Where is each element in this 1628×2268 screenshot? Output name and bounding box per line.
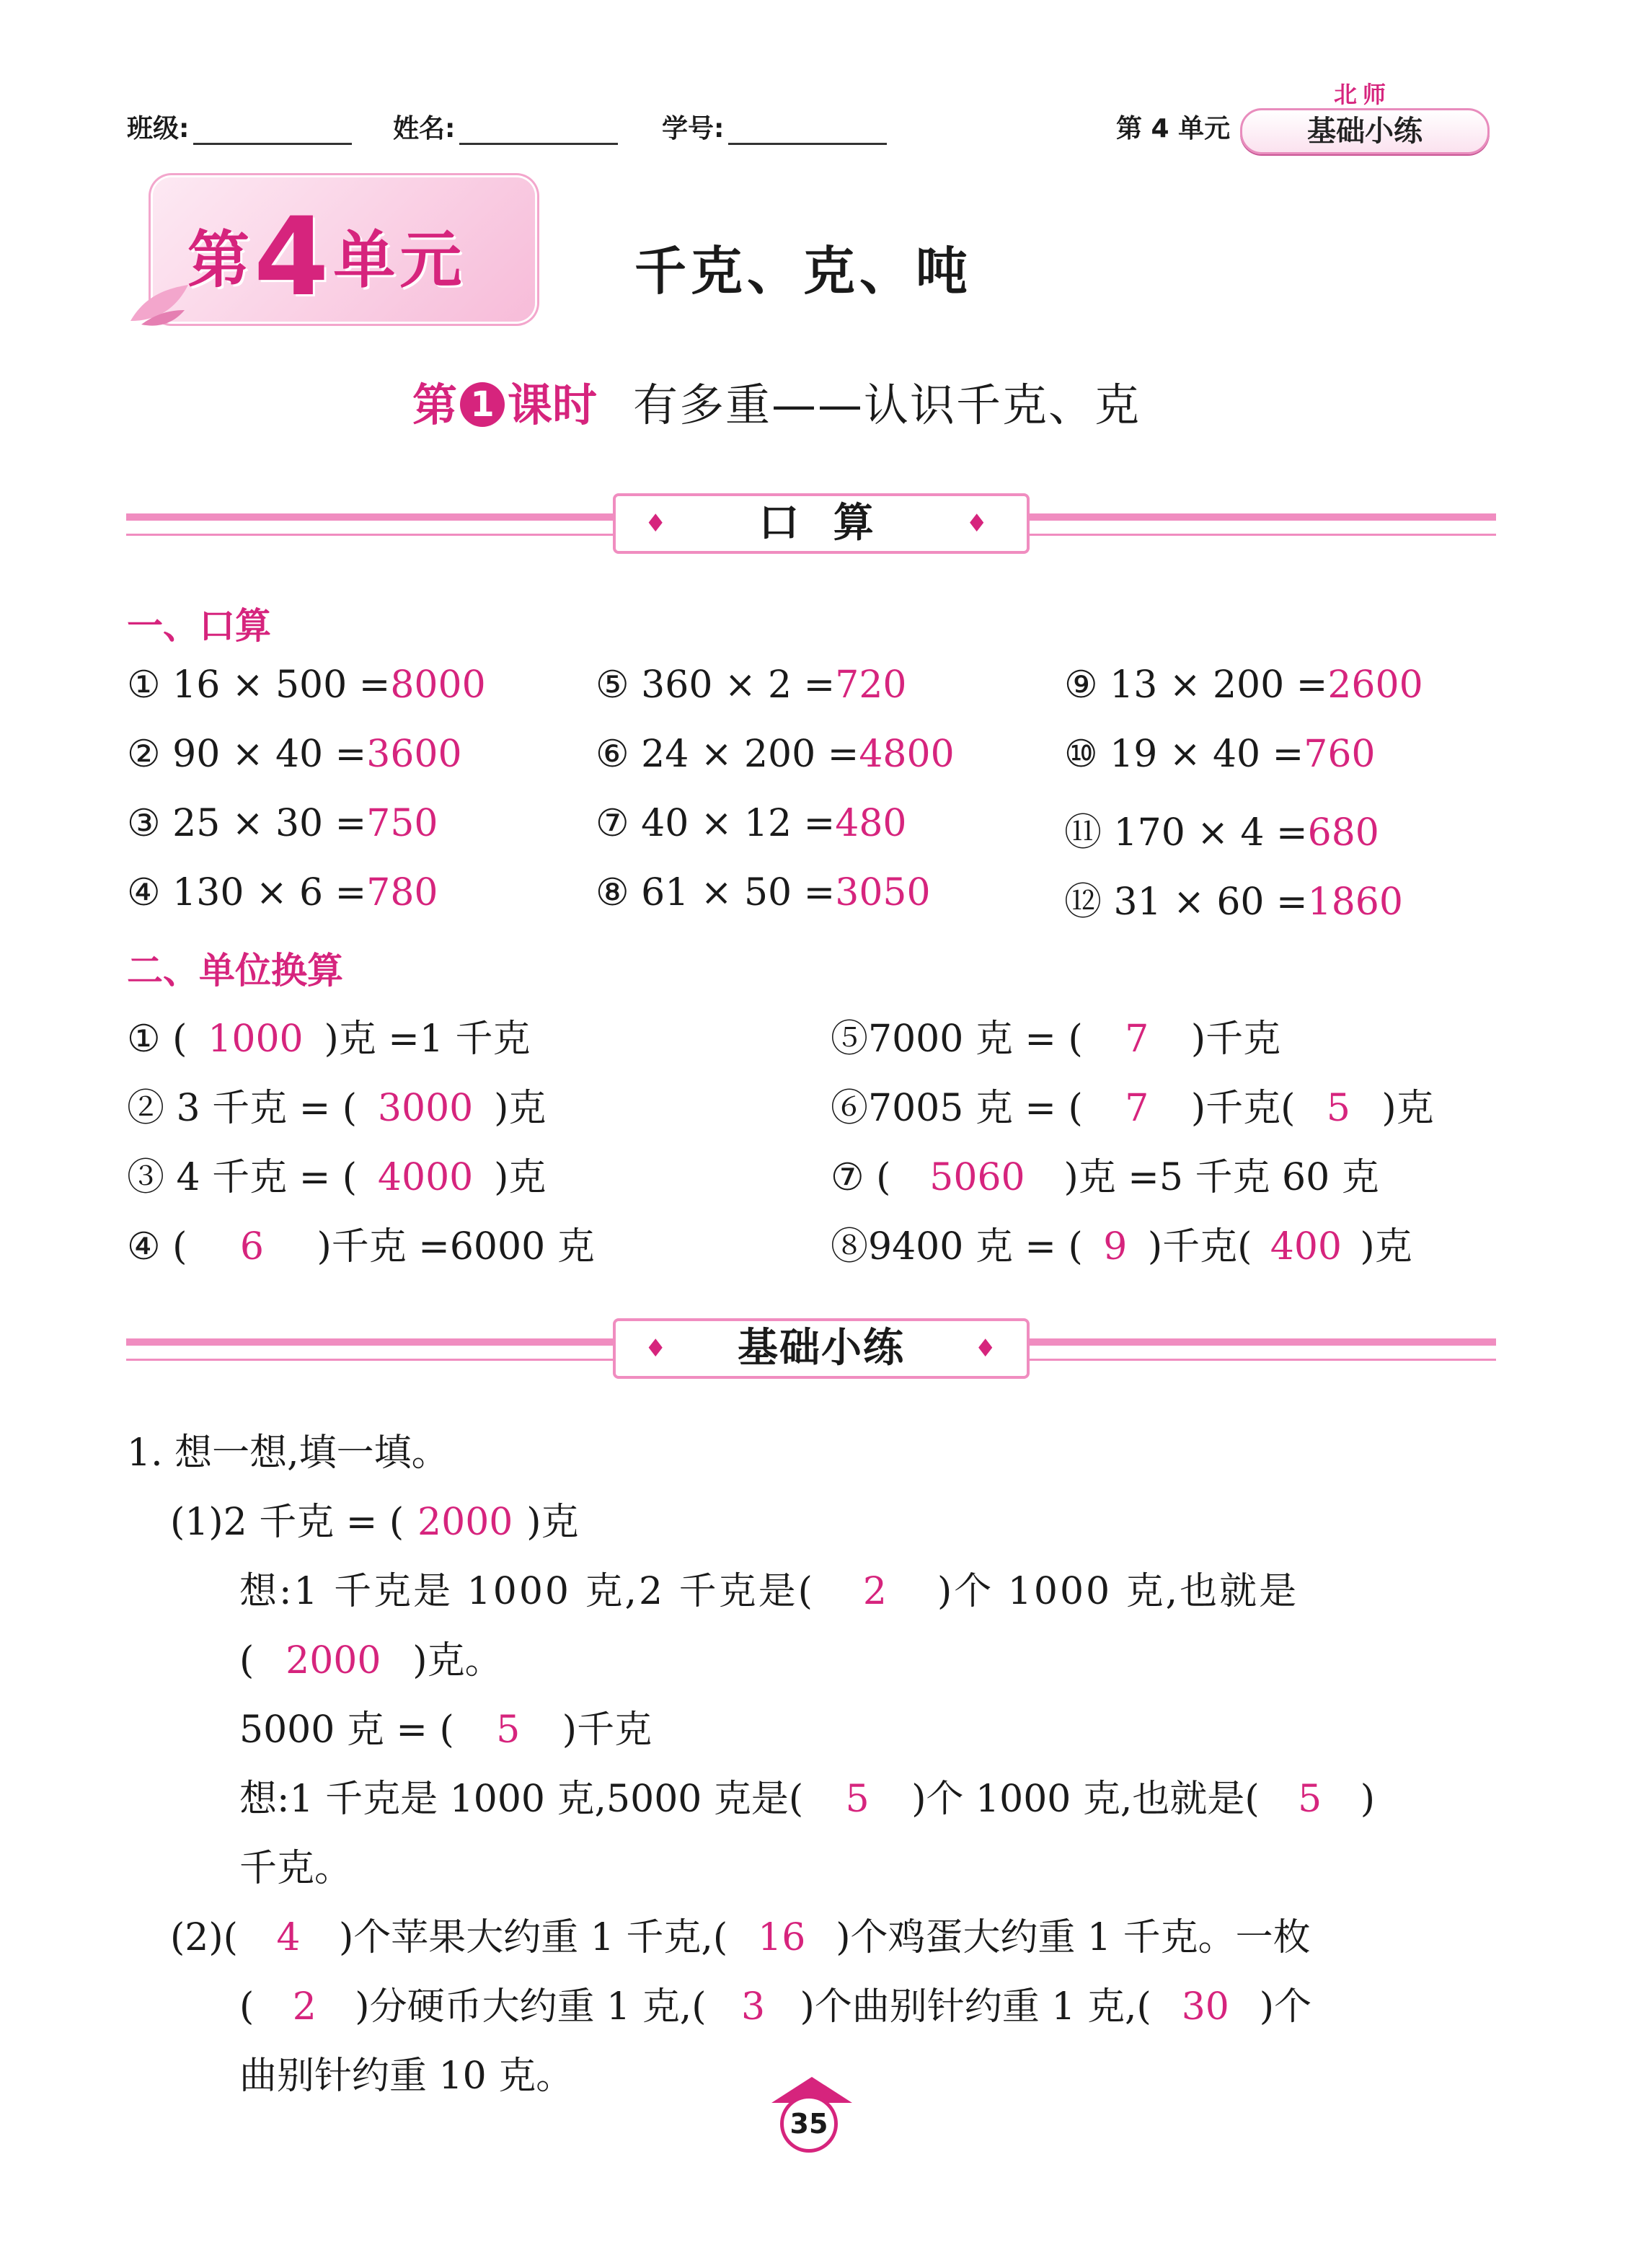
answer: 30 — [1181, 1985, 1229, 2029]
lesson-number: 1 — [460, 382, 505, 427]
oral-item: ④ 130 × 6 =780 — [127, 871, 438, 914]
diamond-icon: ♦ — [645, 509, 677, 538]
unit-item: ③ 4 千克 = ( 4000 )克 — [127, 1156, 547, 1199]
id-blank[interactable] — [728, 114, 887, 145]
class-blank[interactable] — [193, 114, 352, 145]
answer: 3600 — [366, 733, 462, 776]
answer: 2000 — [417, 1501, 513, 1544]
class-field — [127, 108, 352, 145]
answer: 3050 — [835, 871, 931, 914]
oral-item: ⑩ 19 × 40 =760 — [1064, 733, 1376, 776]
section-bar-oral — [613, 493, 1030, 554]
unit-item: ⑤7000 克 = ( 7 )千克 — [831, 1018, 1281, 1061]
answer: 5 — [1298, 1778, 1322, 1821]
answer: 8000 — [390, 663, 486, 707]
answer: 3000 — [377, 1087, 474, 1130]
section-bar-basic — [613, 1318, 1030, 1379]
brand-top: 北师 — [1334, 81, 1392, 108]
answer: 750 — [366, 802, 438, 845]
unit-title: 千克、克、吨 — [634, 241, 973, 301]
units-title: 二、单位换算 — [127, 950, 343, 992]
unit-item: ① ( 1000 )克 =1 千克 — [127, 1018, 531, 1061]
answer: 5 — [845, 1778, 870, 1821]
question-1-title: 1. 想一想,填一填。 — [127, 1431, 449, 1475]
answer: 2 — [862, 1570, 890, 1613]
q1-line: ( 2 )分硬币大约重 1 克,( 3 )个曲别针约重 1 克,( 30 )个 — [239, 1985, 1312, 2029]
id-label: 学号: — [662, 114, 725, 144]
page-number: 35 — [780, 2095, 838, 2153]
answer: 16 — [758, 1916, 806, 1959]
answer: 2 — [292, 1985, 317, 2029]
q1-line: 曲别针约重 10 克。 — [239, 2055, 574, 2098]
class-label: 班级: — [127, 114, 190, 144]
answer: 2600 — [1327, 663, 1423, 707]
answer: 1860 — [1307, 881, 1403, 924]
answer: 1000 — [208, 1018, 304, 1061]
oral-item: ⑫ 31 × 60 =1860 — [1064, 881, 1403, 924]
diamond-icon: ♦ — [645, 1334, 668, 1363]
unit-suffix: 单元 — [333, 224, 466, 296]
oral-item: ⑧ 61 × 50 =3050 — [596, 871, 931, 914]
diamond-icon: ♦ — [965, 509, 998, 538]
diamond-icon: ♦ — [974, 1334, 998, 1363]
unit-number: 4 — [254, 195, 334, 320]
oral-item: ⑥ 24 × 200 =4800 — [596, 733, 955, 776]
answer: 7 — [1125, 1087, 1149, 1130]
answer: 5 — [496, 1708, 521, 1752]
unit-item: ⑧9400 克 = ( 9 )千克( 400 )克 — [831, 1225, 1412, 1268]
answer: 720 — [835, 663, 907, 707]
section-bar-basic-label: 基础小练 — [738, 1325, 905, 1372]
answer: 3 — [741, 1985, 766, 2029]
oral-item: ⑨ 13 × 200 =2600 — [1064, 663, 1423, 707]
q1-line: 千克。 — [239, 1847, 353, 1890]
q1-line: 想:1 千克是 1000 克,5000 克是( 5 )个 1000 克,也就是( 5 ) — [239, 1778, 1376, 1821]
oral-item: ⑤ 360 × 2 =720 — [596, 663, 907, 707]
answer: 5 — [1326, 1087, 1350, 1130]
answer: 780 — [366, 871, 438, 914]
answer: 4000 — [377, 1156, 474, 1199]
name-label: 姓名: — [393, 114, 456, 144]
lesson-title: 有多重——认识千克、克 — [633, 379, 1141, 431]
oral-item: ③ 25 × 30 =750 — [127, 802, 438, 845]
answer: 480 — [835, 802, 907, 845]
lesson-label-b: 课时 — [508, 379, 598, 431]
header-unit-label: 第 4 单元 — [1116, 114, 1231, 144]
answer: 7 — [1125, 1018, 1149, 1061]
lesson-label-a: 第 — [412, 379, 458, 431]
unit-item: ⑦ ( 5060 )克 =5 千克 60 克 — [831, 1156, 1379, 1199]
answer: 6 — [239, 1225, 264, 1268]
answer: 2000 — [286, 1639, 381, 1682]
q1-line: (2)( 4 )个苹果大约重 1 千克,( 16 )个鸡蛋大约重 1 千克。一枚 — [170, 1916, 1311, 1959]
brand-pill: 基础小练 — [1240, 108, 1490, 154]
answer: 4800 — [859, 733, 955, 776]
section-bar-oral-label: 口 算 — [758, 500, 884, 547]
name-field — [393, 108, 618, 145]
q1-line: (1)2 千克 = ( 2000 )克 — [170, 1501, 579, 1544]
answer: 400 — [1270, 1225, 1342, 1268]
petal-icon — [127, 281, 192, 332]
unit-item: ④ ( 6 )千克 =6000 克 — [127, 1225, 595, 1268]
oral-title: 一、口算 — [127, 605, 271, 647]
unit-item: ⑥7005 克 = ( 7 )千克( 5 )克 — [831, 1087, 1434, 1130]
answer: 4 — [276, 1916, 301, 1959]
unit-badge-text — [187, 195, 466, 320]
unit-prefix: 第 — [187, 224, 254, 296]
answer: 760 — [1304, 733, 1376, 776]
id-field — [662, 108, 887, 145]
answer: 9 — [1103, 1225, 1128, 1268]
lesson-heading — [412, 369, 1141, 433]
name-blank[interactable] — [459, 114, 618, 145]
oral-item: ① 16 × 500 =8000 — [127, 663, 486, 707]
oral-item: ② 90 × 40 =3600 — [127, 733, 462, 776]
q1-line: 5000 克 = ( 5 )千克 — [239, 1708, 652, 1752]
oral-item: ⑦ 40 × 12 =480 — [596, 802, 907, 845]
answer: 680 — [1307, 811, 1379, 855]
answer: 5060 — [929, 1156, 1025, 1199]
q1-line: 想:1 千克是 1000 克,2 千克是( 2 )个 1000 克,也就是 — [239, 1570, 1299, 1613]
unit-item: ② 3 千克 = ( 3000 )克 — [127, 1087, 547, 1130]
oral-item: ⑪ 170 × 4 =680 — [1064, 811, 1379, 855]
q1-line: ( 2000 )克。 — [239, 1639, 503, 1682]
